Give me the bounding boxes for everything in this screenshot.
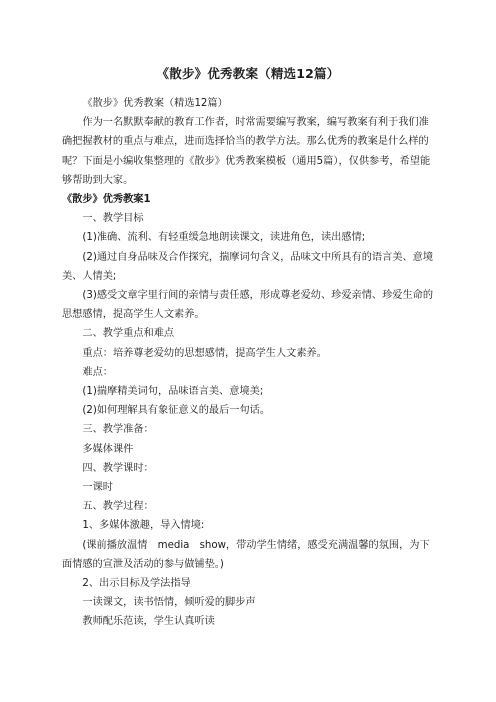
process-reading-1: 一读课文，读书悟情，倾听爱的脚步声	[82, 597, 256, 609]
document-title: 《散步》优秀教案（精选12篇）	[156, 66, 340, 81]
key-point-text: 重点：培养尊老爱幼的思想感情，提高学生人文素养。	[82, 347, 327, 359]
intro-paragraph: 作为一名默默奉献的教育工作者，时常需要编写教案，编写教案有利于我们准确把握教材的重点与难点，进而选择恰当的教学方法。那么优秀的教案是什么样的呢？下面是小编收集整理的《散步》优秀教案模板（通用5篇），仅供参考，希望能够帮助到大家。	[62, 117, 431, 186]
difficulty-item-2: (2)如何理解具有象征意义的最后一句话。	[82, 405, 271, 417]
heading-teaching-goals: 一、教学目标	[82, 213, 144, 225]
section-heading: 《散步》优秀教案1	[62, 194, 151, 206]
document-body	[62, 94, 434, 632]
difficulty-label: 难点：	[82, 366, 113, 378]
heading-class-hours: 四、教学课时：	[82, 462, 154, 474]
heading-process: 五、教学过程：	[82, 501, 154, 513]
goal-item-1: (1)准确、流利、有轻重缓急地朗读课文，读进角色，读出感情;	[82, 232, 366, 244]
process-step-1: 1、多媒体激趣，导入情境:	[82, 520, 205, 532]
class-hours-text: 一课时	[82, 482, 113, 494]
subtitle-paragraph: 《散步》优秀教案（精选12篇）	[82, 98, 228, 109]
process-reading-detail: 教师配乐范读，学生认真听读	[82, 616, 215, 628]
process-step-1-detail: (课前播放温情 media show，带动学生情绪，感受充满温馨的氛围，为下面情感的宣泄及活动的参与做铺垫。)	[62, 539, 430, 570]
heading-key-points: 二、教学重点和难点	[82, 328, 175, 340]
difficulty-item-1: (1)揣摩精美词句，品味语言美、意境美;	[82, 386, 264, 398]
goal-item-2: (2)通过自身品味及合作探究，揣摩词句含义，品味文中所具有的语言美、意境美、人情美;	[62, 251, 434, 282]
goal-item-3: (3)感受文章字里行间的亲情与责任感，形成尊老爱幼、珍爱亲情、珍爱生命的思想感情，提高学生人文素养。	[62, 290, 434, 321]
heading-preparation: 三、教学准备：	[82, 424, 154, 436]
preparation-text: 多媒体课件	[82, 443, 134, 455]
process-step-2: 2、出示目标及学法指导	[82, 578, 191, 590]
